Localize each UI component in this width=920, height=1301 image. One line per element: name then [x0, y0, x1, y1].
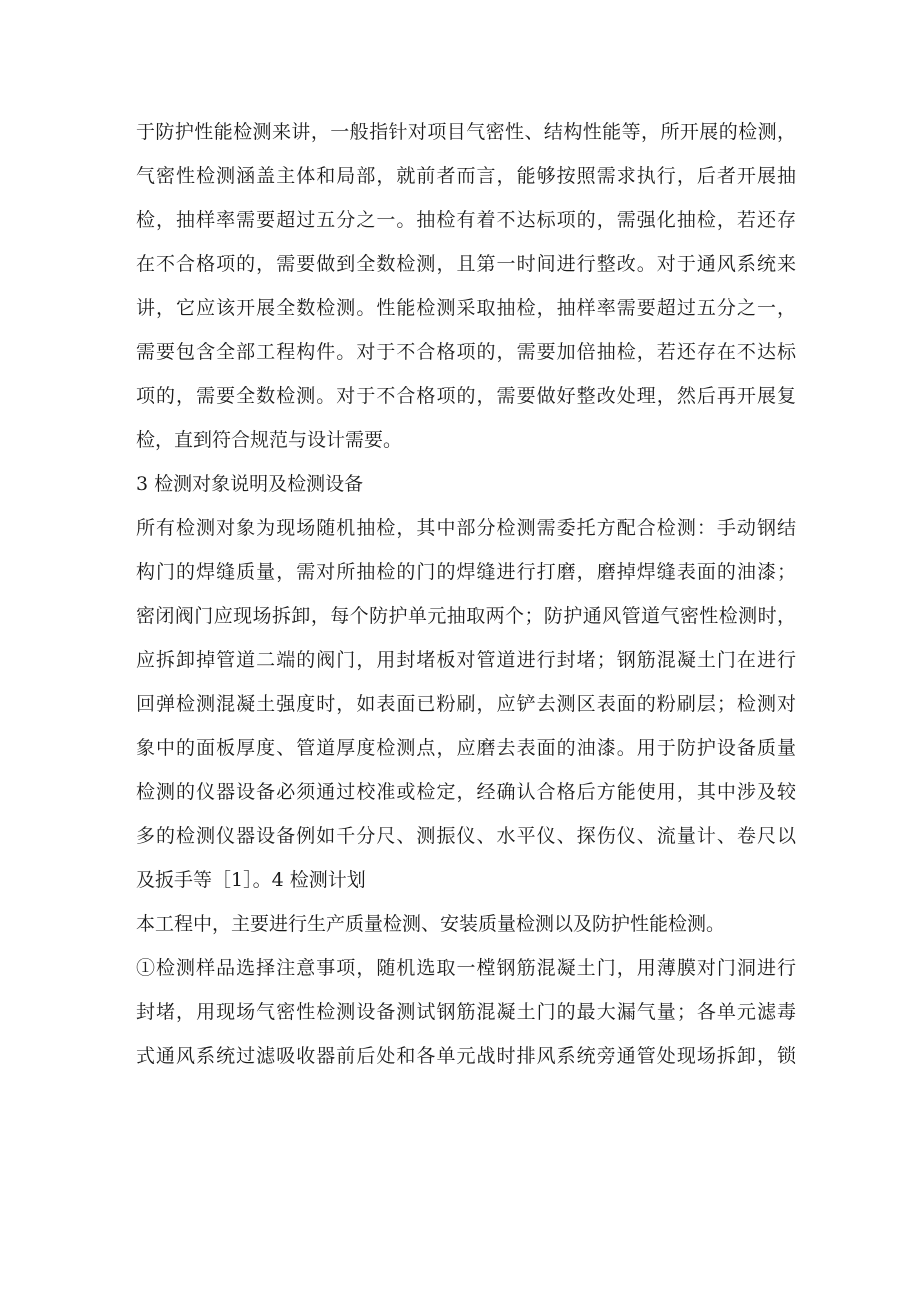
- text-line: 构门的焊缝质量，需对所抽检的门的焊缝进行打磨，磨掉焊缝表面的油漆；: [136, 561, 796, 583]
- text-line: 讲，它应该开展全数检测。性能检测采取抽检，抽样率需要超过五分之一，: [136, 297, 796, 319]
- text-line: 气密性检测涵盖主体和局部，就前者而言，能够按照需求执行，后者开展抽: [136, 165, 796, 187]
- text-line: 回弹检测混凝土强度时，如表面已粉刷，应铲去测区表面的粉刷层；检测对: [136, 693, 796, 715]
- text-line: 检测的仪器设备必须通过校准或检定，经确认合格后方能使用，其中涉及较: [136, 781, 796, 803]
- text-line: 于防护性能检测来讲，一般指针对项目气密性、结构性能等，所开展的检测，: [136, 121, 796, 143]
- text-line: 所有检测对象为现场随机抽检，其中部分检测需委托方配合检测：手动钢结: [136, 517, 796, 539]
- text-line: 多的检测仪器设备例如千分尺、测振仪、水平仪、探伤仪、流量计、卷尺以: [136, 825, 796, 847]
- text-line: 封堵，用现场气密性检测设备测试钢筋混凝土门的最大漏气量；各单元滤毒: [136, 1001, 796, 1023]
- document-body: [136, 110, 796, 1078]
- text-line: 3 检测对象说明及检测设备: [136, 473, 364, 495]
- text-line: 及扳手等［1］。4 检测计划: [136, 869, 366, 891]
- text-line: 式通风系统过滤吸收器前后处和各单元战时排风系统旁通管处现场拆卸，锁: [136, 1045, 796, 1067]
- text-line: 项的，需要全数检测。对于不合格项的，需要做好整改处理，然后再开展复: [136, 385, 796, 407]
- text-line: 检，直到符合规范与设计需要。: [136, 429, 403, 451]
- text-line: 密闭阀门应现场拆卸，每个防护单元抽取两个；防护通风管道气密性检测时，: [136, 605, 796, 627]
- text-line: 应拆卸掉管道二端的阀门，用封堵板对管道进行封堵；钢筋混凝土门在进行: [136, 649, 796, 671]
- text-line: 需要包含全部工程构件。对于不合格项的，需要加倍抽检，若还存在不达标: [136, 341, 796, 363]
- text-line: ①检测样品选择注意事项，随机选取一樘钢筋混凝土门，用薄膜对门洞进行: [136, 957, 796, 979]
- text-line: 检，抽样率需要超过五分之一。抽检有着不达标项的，需强化抽检，若还存: [136, 209, 796, 231]
- text-line: 本工程中，主要进行生产质量检测、安装质量检测以及防护性能检测。: [136, 913, 726, 935]
- text-line: 在不合格项的，需要做到全数检测，且第一时间进行整改。对于通风系统来: [136, 253, 796, 275]
- text-line: 象中的面板厚度、管道厚度检测点，应磨去表面的油漆。用于防护设备质量: [136, 737, 796, 759]
